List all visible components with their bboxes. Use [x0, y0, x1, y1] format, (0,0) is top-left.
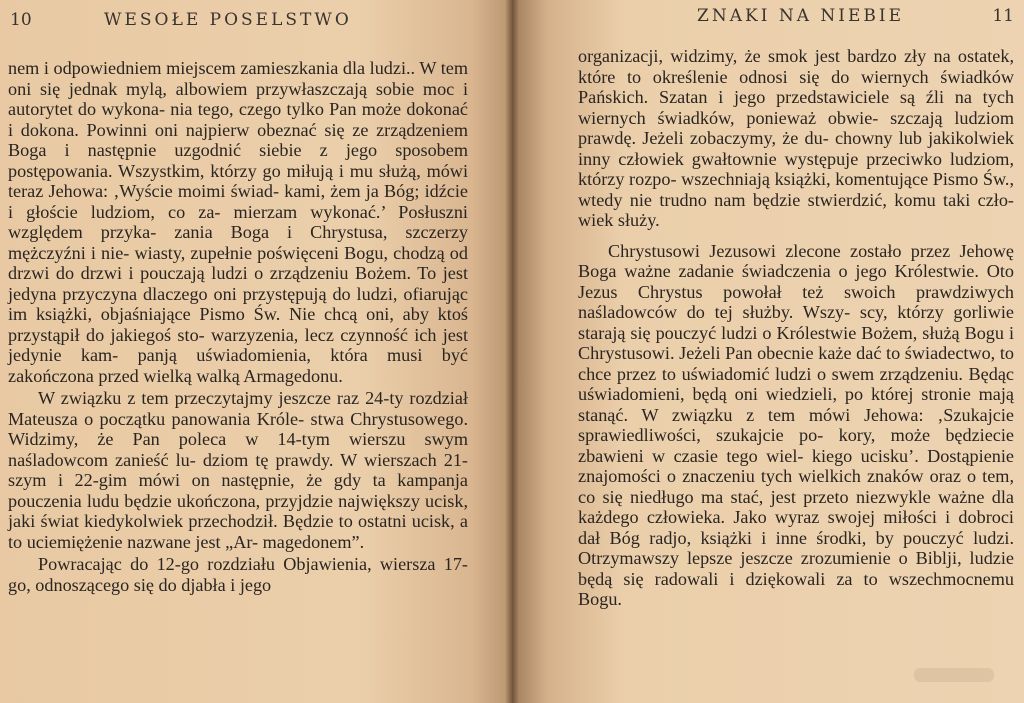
right-page-number: 11	[992, 6, 1014, 26]
left-paragraph-2: W związku z tem przeczytajmy jeszcze raz 24-ty rozdział Mateusza o początku panowania Króle- stwa Chrystusowego. Widzimy, że Pan poleca w 14-tym wierszu swym naśladowcom zanieść lu- dziom tę prawdy. W wierszach 21-szym i 22-gim mówi on następnie, że gdy ta kampanja pouczenia ludu będzie ukończona, przyjdzie największy ucisk, jaki świat kiedykolwiek przechodził. Będzie to ostatni ucisk, a to uciemiężenie nazwane jest „Ar- magedonem”.	[8, 388, 468, 552]
left-paragraph-3: Powracając do 12-go rozdziału Objawienia, wiersza 17-go, odnoszącego się do djabła i jego	[8, 554, 468, 595]
book-gutter	[505, 0, 519, 703]
right-page-header	[578, 4, 1014, 34]
right-paragraph-1: organizacji, widzimy, że smok jest bardzo zły na ostatek, które to określenie odnosi się do wiernych świadków Pańskich. Szatan i jego przedstawiciele są źli na tych wiernych świadków, ponieważ obwie- szczają ludziom prawdę. Jeżeli zobaczymy, że du- chowny lub jakikolwiek inny człowiek gwałtownie występuje przeciwko ludziom, którzy rozpo- wszechniają książki, komentujące Pismo Św., wtedy nie trudno nam będzie stwierdzić, komu taki czło- wiek służy.	[578, 46, 1014, 230]
right-page-body	[578, 46, 1014, 610]
right-paragraph-2: Chrystusowi Jezusowi zlecone zostało przez Jehowę Boga ważne zadanie świadczenia o jego Królestwie. Oto Jezus Chrystus powołał też swoich prawdziwych naśladowców do tej służby. Wszy- scy, którzy gorliwie starają się pouczyć ludzi o Królestwie Bożem, służą Bogu i Chrystusowi. Jeżeli Pan obecnie każe dać to świadectwo, to chce przez to uświadomić ludzi o swem zrządzeniu. Będąc uświadomieni, będą oni wiedzieli, po której stronie mają stanąć. W związku z tem mówi Jehowa: ‚Szukajcie sprawiedliwości, szukajcie po- kory, może będziecie zbawieni w czasie tego wiel- kiego ucisku’. Dostąpienie znajomości o znaczeniu tych wielkich znaków oraz o tem, co się niedługo ma stać, jest przeto niezwykle ważne dla każdego człowieka. Jako wyraz swojej miłości i dobroci dał Bóg radjo, książki i inne środki, by pouczyć ludzi. Otrzymawszy lepsze jeszcze zrozumienie o Biblji, ludzie będą się radowali i dziękowali za to wszechmocnemu Bogu.	[578, 240, 1014, 609]
left-paragraph-1: nem i odpowiedniem miejscem zamieszkania dla ludzi.. W tem oni się jednak mylą, albowiem przywłaszczają sobie moc i autorytet do wykona- nia tego, czego tylko Pan może dokonać i dokona. Powinni oni najpierw obeznać się ze zrządzeniem Boga i następnie uzgodnić siebie z jego sposobem postępowania. Wszystkim, którzy go miłują i mu służą, mówi teraz Jehowa: ‚Wyście moimi świad- kami, żem ja Bóg; idźcie i głoście ludziom, co za- mierzam wykonać.’ Posłuszni względem przyka- zania Boga i Chrystusa, szczerzy mężczyźni i nie- wiasty, zupełnie poświęceni Bogu, chodzą od drzwi do drzwi i pouczają ludzi o zrządzeniu Bożem. To jest jedyna przyczyna dlaczego oni przystępują do ludzi, ofiarując im książki, objaśniające Pismo Św. Nie chcą oni, aby ktoś przystąpił do jakiegoś sto- warzyzenia, lecz czynność ich jest jedynie kam- panją uświadomienia, która musi być zakończona przed wielką walką Armagedonu.	[8, 58, 468, 386]
right-page	[512, 0, 1024, 703]
left-page-number: 10	[10, 10, 32, 30]
left-page-header	[8, 8, 468, 38]
left-running-title: WESOŁE POSELSTWO	[104, 10, 352, 30]
left-page-body	[8, 58, 468, 595]
page-smudge	[914, 668, 994, 682]
right-running-title: ZNAKI NA NIEBIE	[697, 6, 904, 26]
